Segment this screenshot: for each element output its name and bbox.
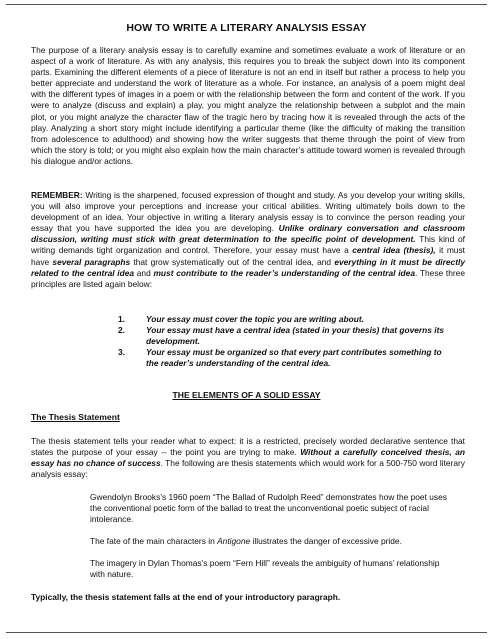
intro-paragraph: The purpose of a literary analysis essay is to carefully examine and sometimes evaluate a work of literature or an aspect of a work of literature. As with any analysis, this requires you to break the subject down into its component parts. Examining the different elements of a piece of literature is not an end in itself but rather a process to help you better appreciate and understand the work of literature as a whole. For instance, an analysis of a poem might deal with the different types of images in a poem or with the relationship between the form and content of the work. If you were to analyze (discuss and explain) a play, you might analyze the relationship between a subplot and the main plot, or you might analyze the character flaw of the tragic hero by tracing how it is revealed through the acts of the play. Analyzing a short story might include identifying a particular theme (like the difficulty of making the transition from adolescence to adulthood) and showing how the writer suggests that theme through the point of view from which the story is told; or you might also explain how the main character’s attitude toward women is revealed through his dialogue and/or actions. [31,45,465,166]
bottom-border-line [6,632,487,633]
thesis-text-1: The thesis statement tells your reader what to expect: it is a restricted, precisely worded declarative sentence that states the purpose of your essay -- the point you are trying to make. [31,436,465,458]
remember-text-2: This kind of writing demands tight organization and control. Therefore, your essay must have a [31,234,466,256]
remember-emphasis-1: Unlike ordinary conversation and classroom discussion, writing must stick with great determination to the specific point of development. [31,223,465,245]
remember-emphasis-4: everything in it must be directly related to the central idea [31,256,465,278]
thesis-example-3: The imagery in Dylan Thomas’s poem “Fern Hill” reveals the ambiguity of humans’ relationship with nature. [90,558,440,579]
remember-text-1: Writing is the sharpened, focused expression of thought and study. As you develop your writing skills, you will also improve your perceptions and increase your critical abilities. Writing ultimately boils down to the development of an idea. Your objective in writing a literary analysis essay is to convince the person reading your essay that you have supported the idea you are developing. [31,190,465,234]
thesis-emphasis: Without a carefully conceived thesis, an essay has no chance of success [31,447,465,469]
list-item [118,325,448,347]
remember-emphasis-2: central idea (thesis), [352,245,436,256]
remember-text-4: that grow systematically out of the central idea, and [130,256,335,267]
list-item-number: 1. [118,314,125,324]
top-border-line [6,4,487,5]
remember-label: REMEMBER: [31,190,83,200]
thesis-example-2 [90,536,450,547]
list-item-number: 2. [118,324,125,335]
thesis-paragraph [31,436,465,480]
list-item [118,347,448,369]
remember-text-3: it must have [31,245,465,267]
section-title: THE ELEMENTS OF A SOLID ESSAY [172,390,321,400]
principles-list [118,314,448,369]
example-2-post: illustrates the danger of excessive pride. [250,536,402,546]
list-item-text: Your essay must have a central idea (stated in your thesis) that governs its development. [146,324,445,346]
thesis-example-1: Gwendolyn Brooks’s 1960 poem “The Ballad of Rudolph Reed” demonstrates how the poet uses the conventional poetic form of the ballad to treat the unconventional poetic subject of racial intolerance. [90,492,447,524]
example-2-title: Antigone [217,536,251,546]
remember-text-5: and [134,267,154,278]
remember-text-6: . These three principles are listed again below: [31,267,465,289]
thesis-text-2: . The following are thesis statements which would work for a 500-750 word literary analysis essay: [31,458,465,480]
example-2-pre: The fate of the main characters in [90,536,218,546]
remember-emphasis-5: must contribute to the reader’s understanding of the central idea [153,267,415,278]
list-item-text: Your essay must be organized so that every part contributes something to the reader’s understanding of the central idea. [146,346,442,368]
remember-emphasis-3: several paragraphs [52,256,131,267]
list-item [118,314,448,325]
document-title: HOW TO WRITE A LITERARY ANALYSIS ESSAY [126,22,367,34]
thesis-closing-note: Typically, the thesis statement falls at the end of your introductory paragraph. [31,592,341,602]
list-item-text: Your essay must cover the topic you are writing about. [146,314,364,324]
thesis-heading: The Thesis Statement [31,412,120,422]
remember-paragraph [31,190,465,290]
list-item-number: 3. [118,346,125,357]
